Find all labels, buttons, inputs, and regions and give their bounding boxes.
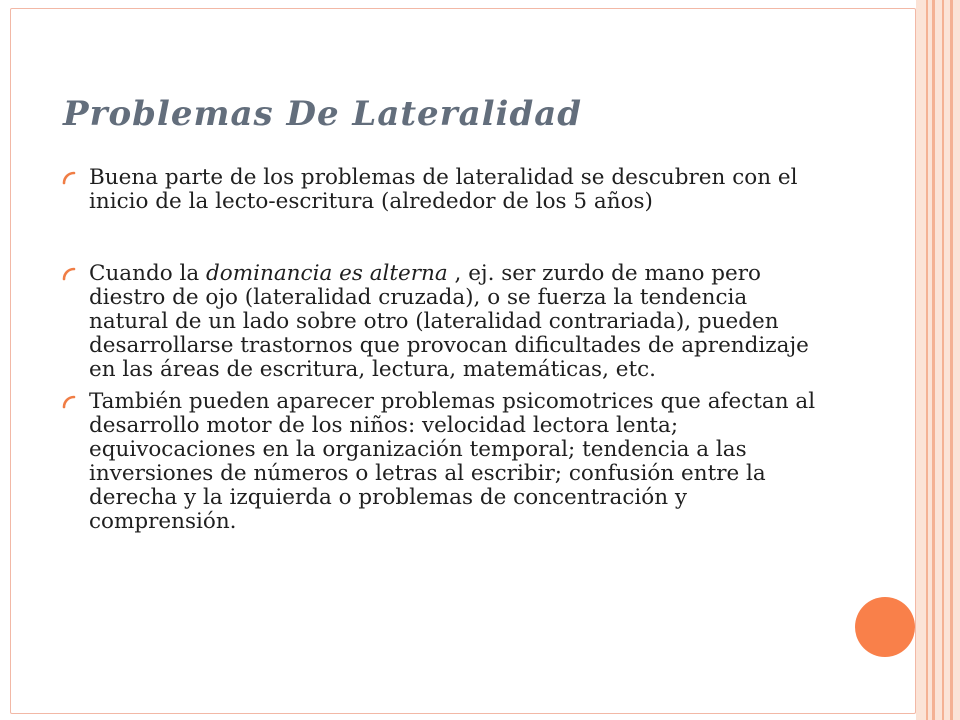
stripe-line	[942, 0, 944, 720]
bullet-item	[62, 166, 832, 214]
slide-title: Problemas De Lateralidad	[63, 94, 583, 134]
bullet-text: También pueden aparecer problemas psicomotrices que afectan al desarrollo motor de los niños: velocidad lectora lenta; equivocaciones en la organización temporal; tendencia a las inversiones de números o letras al escribir; confusión entre la derecha y la izquierda o problemas de concentración y comprensión.	[89, 389, 816, 534]
arc-bullet-icon	[62, 395, 76, 409]
accent-circle	[855, 597, 915, 657]
stripe-line	[950, 0, 953, 720]
bullet-text-rest: , ej. ser zurdo de mano pero diestro de ojo (lateralidad cruzada), o se fuerza la tendencia natural de un lado sobre otro (lateralidad contrariada), pueden desarrollarse trastornos que provocan dificultades de aprendizaje en las áreas de escritura, lectura, matemáticas, etc.	[89, 261, 809, 382]
arc-bullet-icon	[62, 171, 76, 185]
bullet-item	[62, 390, 832, 534]
bullet-item	[62, 262, 832, 382]
decorative-stripe-panel	[916, 0, 960, 720]
bullet-text-start: Cuando la	[89, 261, 207, 286]
bullet-text: Buena parte de los problemas de lateralidad se descubren con el inicio de la lecto-escritura (alrededor de los 5 años)	[89, 165, 798, 214]
bullet-list	[62, 166, 832, 534]
stripe-line	[932, 0, 935, 720]
arc-bullet-icon	[62, 267, 76, 281]
stripe-line	[926, 0, 928, 720]
bullet-text-emphasis: dominancia es alterna	[206, 261, 448, 286]
